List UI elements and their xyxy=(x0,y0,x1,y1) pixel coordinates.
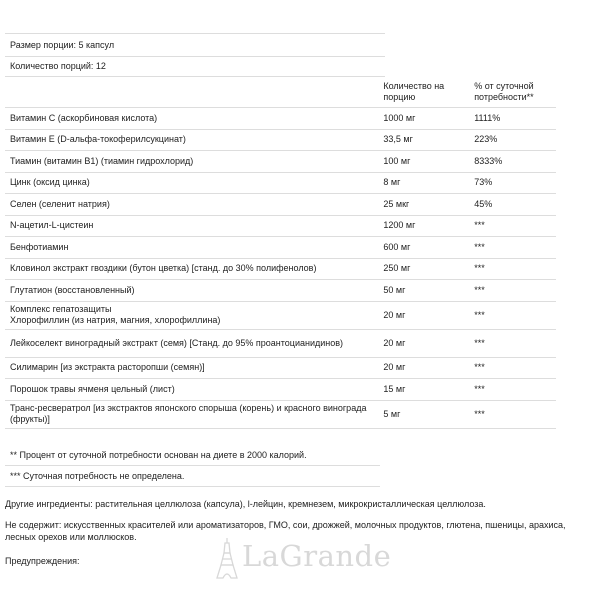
does-not-contain: Не содержит: искусственных красителей или ароматизаторов, ГМО, сои, дрожжей, молочных продуктов, глютена, пшеницы, арахиса, лесных орехов или моллюсков. xyxy=(5,520,566,542)
table-row xyxy=(5,129,556,151)
row-name: Комплекс гепатозащиты Хлорофиллин (из натрия, магния, хлорофиллина) xyxy=(5,301,378,329)
serving-size: Размер порции: 5 капсул xyxy=(5,33,385,57)
row-daily-value: *** xyxy=(469,280,556,302)
row-name: Селен (селенит натрия) xyxy=(5,194,378,216)
footnote-daily-value-basis: ** Процент от суточной потребности основан на диете в 2000 калорий. xyxy=(5,445,380,466)
table-row xyxy=(5,172,556,194)
table-row xyxy=(5,194,556,216)
row-amount: 50 мг xyxy=(378,280,469,302)
row-daily-value: *** xyxy=(469,400,556,428)
row-amount: 600 мг xyxy=(378,237,469,259)
row-amount: 1000 мг xyxy=(378,108,469,130)
row-daily-value: *** xyxy=(469,301,556,329)
row-daily-value: *** xyxy=(469,329,556,357)
row-daily-value: *** xyxy=(469,379,556,401)
row-amount: 1200 мг xyxy=(378,215,469,237)
table-row xyxy=(5,280,556,302)
row-daily-value: *** xyxy=(469,258,556,280)
row-amount: 100 мг xyxy=(378,151,469,173)
row-name: Цинк (оксид цинка) xyxy=(5,172,378,194)
row-name: Витамин Е (D-альфа-токоферилсукцинат) xyxy=(5,129,378,151)
other-ingredients: Другие ингредиенты: растительная целлюлоза (капсула), l-лейцин, кремнезем, микрокристаллическая целлюлоза. xyxy=(5,499,486,509)
row-daily-value: 1111% xyxy=(469,108,556,130)
row-daily-value: *** xyxy=(469,215,556,237)
row-amount: 5 мг xyxy=(378,400,469,428)
table-row xyxy=(5,237,556,259)
row-amount: 25 мкг xyxy=(378,194,469,216)
row-daily-value: 73% xyxy=(469,172,556,194)
row-name: Порошок травы ячменя цельный (лист) xyxy=(5,379,378,401)
table-row xyxy=(5,215,556,237)
row-amount: 20 мг xyxy=(378,301,469,329)
row-name: Лейкоселект виноградный экстракт (семя) [Станд. до 95% проантоцианидинов) xyxy=(5,329,378,357)
table-row xyxy=(5,329,556,357)
servings-per-container: Количество порций: 12 xyxy=(5,56,385,77)
row-daily-value: 45% xyxy=(469,194,556,216)
table-row xyxy=(5,400,556,428)
row-amount: 8 мг xyxy=(378,172,469,194)
row-daily-value: 223% xyxy=(469,129,556,151)
row-amount: 15 мг xyxy=(378,379,469,401)
footnotes xyxy=(5,445,380,487)
row-name: Бенфотиамин xyxy=(5,237,378,259)
warnings-heading: Предупреждения: xyxy=(5,556,80,566)
row-name: Витамин С (аскорбиновая кислота) xyxy=(5,108,378,130)
row-name: N-ацетил-L-цистеин xyxy=(5,215,378,237)
row-name: Глутатион (восстановленный) xyxy=(5,280,378,302)
nutrition-table xyxy=(5,76,556,429)
row-name: Тиамин (витамин В1) (тиамин гидрохлорид) xyxy=(5,151,378,173)
row-daily-value: 8333% xyxy=(469,151,556,173)
column-header-daily-value: % от суточной потребности** xyxy=(469,76,556,108)
table-row xyxy=(5,258,556,280)
row-amount: 20 мг xyxy=(378,329,469,357)
column-header-name xyxy=(5,76,378,108)
table-row xyxy=(5,379,556,401)
table-row xyxy=(5,108,556,130)
row-daily-value: *** xyxy=(469,357,556,379)
watermark-text: LaGrande xyxy=(242,539,392,573)
table-row xyxy=(5,301,556,329)
row-name: Транс-ресвератрол [из экстрактов японского спорыша (корень) и красного винограда (фрукты)] xyxy=(5,400,378,428)
eiffel-tower-icon xyxy=(216,537,238,579)
row-name: Силимарин [из экстракта расторопши (семян)] xyxy=(5,357,378,379)
lagrande-watermark xyxy=(214,537,394,581)
table-row xyxy=(5,151,556,173)
nutrition-table-body xyxy=(5,108,556,429)
row-amount: 20 мг xyxy=(378,357,469,379)
table-header-row xyxy=(5,76,556,108)
row-amount: 250 мг xyxy=(378,258,469,280)
footnote-not-established: *** Суточная потребность не определена. xyxy=(5,466,380,487)
row-daily-value: *** xyxy=(469,237,556,259)
row-amount: 33,5 мг xyxy=(378,129,469,151)
row-name: Кловинол экстракт гвоздики (бутон цветка) [станд. до 30% полифенолов) xyxy=(5,258,378,280)
column-header-amount: Количество на порцию xyxy=(378,76,469,108)
table-row xyxy=(5,357,556,379)
